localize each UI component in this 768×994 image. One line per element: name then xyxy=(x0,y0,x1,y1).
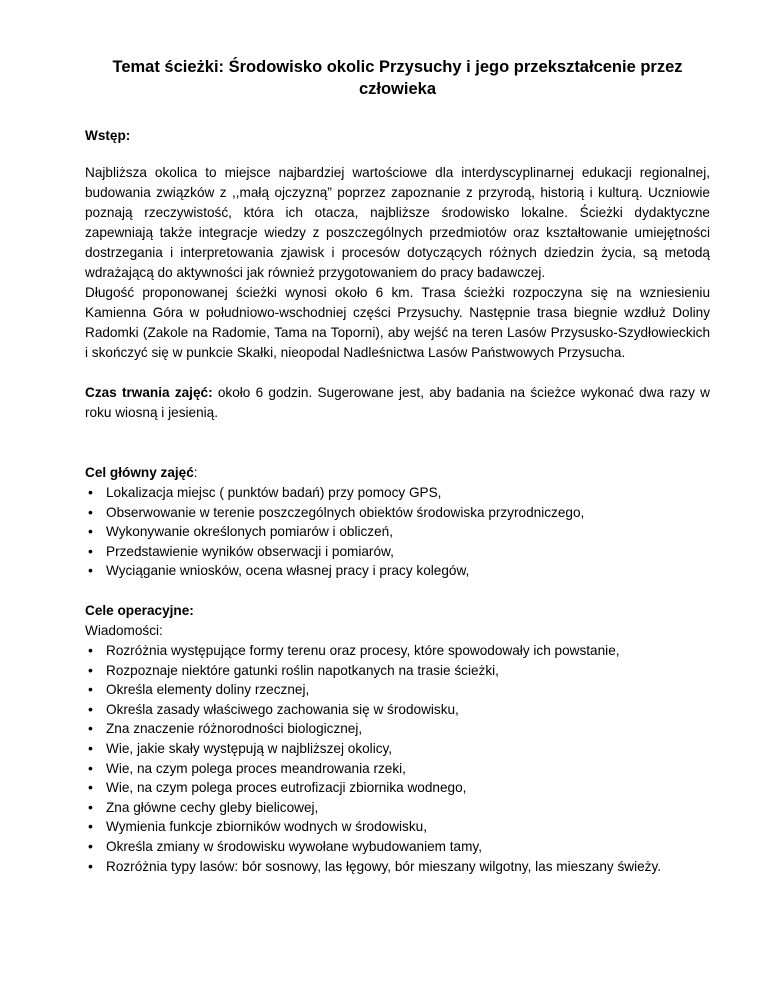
list-item: • Określa zmiany w środowisku wywołane wybudowaniem tamy, xyxy=(85,837,710,857)
duration-text: około 6 godzin. Sugerowane jest, aby badania na ścieżce wykonać dwa razy w roku wiosną i jesienią. xyxy=(85,385,710,420)
list-item: • Rozróżnia typy lasów: bór sosnowy, las łęgowy, bór mieszany wilgotny, las mieszany świeży. xyxy=(85,857,710,877)
document-page xyxy=(85,56,710,876)
main-goal-label: Cel główny zajęć xyxy=(85,465,194,480)
operational-heading: Cele operacyjne: xyxy=(85,602,194,618)
main-goal-colon: : xyxy=(193,465,198,480)
list-item: • Określa elementy doliny rzecznej, xyxy=(85,680,710,700)
duration-paragraph xyxy=(85,383,710,423)
operational-subheading: Wiadomości: xyxy=(85,622,163,638)
intro-paragraph-2: Długość proponowanej ścieżki wynosi około 6 km. Trasa ścieżki rozpoczyna się na wzniesieniu Kamienna Góra w południowo-wschodniej części Przysuchy. Następnie trasa biegnie wzdłuż Doliny Radomki (Zakole na Radomie, Tama na Toporni), aby wejść na teren Lasów Przysusko-Szydłowieckich i skończyć się w punkcie Skałki, nieopodal Nadleśnictwa Lasów Państwowych Przysucha. xyxy=(85,285,710,360)
duration-label: Czas trwania zajęć: xyxy=(85,385,213,400)
operational-list xyxy=(85,641,710,876)
list-item: • Zna główne cechy gleby bielicowej, xyxy=(85,798,710,818)
list-item: • Wie, na czym polega proces eutrofizacji zbiornika wodnego, xyxy=(85,778,710,798)
list-item: • Rozpoznaje niektóre gatunki roślin napotkanych na trasie ścieżki, xyxy=(85,661,710,681)
intro-heading: Wstęp: xyxy=(85,128,131,143)
list-item: • Wymienia funkcje zbiorników wodnych w środowisku, xyxy=(85,817,710,837)
list-item: • Przedstawienie wyników obserwacji i pomiarów, xyxy=(85,542,710,562)
document-title: Temat ścieżki: Środowisko okolic Przysuchy i jego przekształcenie przez człowieka xyxy=(112,58,683,98)
list-item: • Określa zasady właściwego zachowania się w środowisku, xyxy=(85,700,710,720)
list-item: • Obserwowanie w terenie poszczególnych obiektów środowiska przyrodniczego, xyxy=(85,503,710,523)
list-item: • Wykonywanie określonych pomiarów i obliczeń, xyxy=(85,522,710,542)
list-item: • Lokalizacja miejsc ( punktów badań) przy pomocy GPS, xyxy=(85,483,710,503)
list-item: • Wie, jakie skały występują w najbliższej okolicy, xyxy=(85,739,710,759)
main-goal-heading xyxy=(85,463,710,483)
list-item: • Zna znaczenie różnorodności biologicznej, xyxy=(85,719,710,739)
intro-paragraph-1: Najbliższa okolica to miejsce najbardziej wartościowe dla interdyscyplinarnej edukacji regionalnej, budowania związków z ,,małą ojczyzną” poprzez zapoznanie z przyrodą, historią i kulturą. Uczniowie poznają rzeczywistość, która ich otacza, najbliższe środowisko lokalne. Ścieżki dydaktyczne zapewniają także integracje wiedzy z poszczególnych przedmiotów oraz kształtowanie umiejętności dostrzegania i interpretowania zjawisk i procesów dotyczących różnych dziedzin życia, są metodą wdrażającą do aktywności jak również przygotowaniem do pracy badawczej. xyxy=(85,165,710,280)
list-item: • Rozróżnia występujące formy terenu oraz procesy, które spowodowały ich powstanie, xyxy=(85,641,710,661)
list-item: • Wyciąganie wniosków, ocena własnej pracy i pracy kolegów, xyxy=(85,561,710,581)
list-item: • Wie, na czym polega proces meandrowania rzeki, xyxy=(85,759,710,779)
main-goal-list xyxy=(85,483,710,581)
